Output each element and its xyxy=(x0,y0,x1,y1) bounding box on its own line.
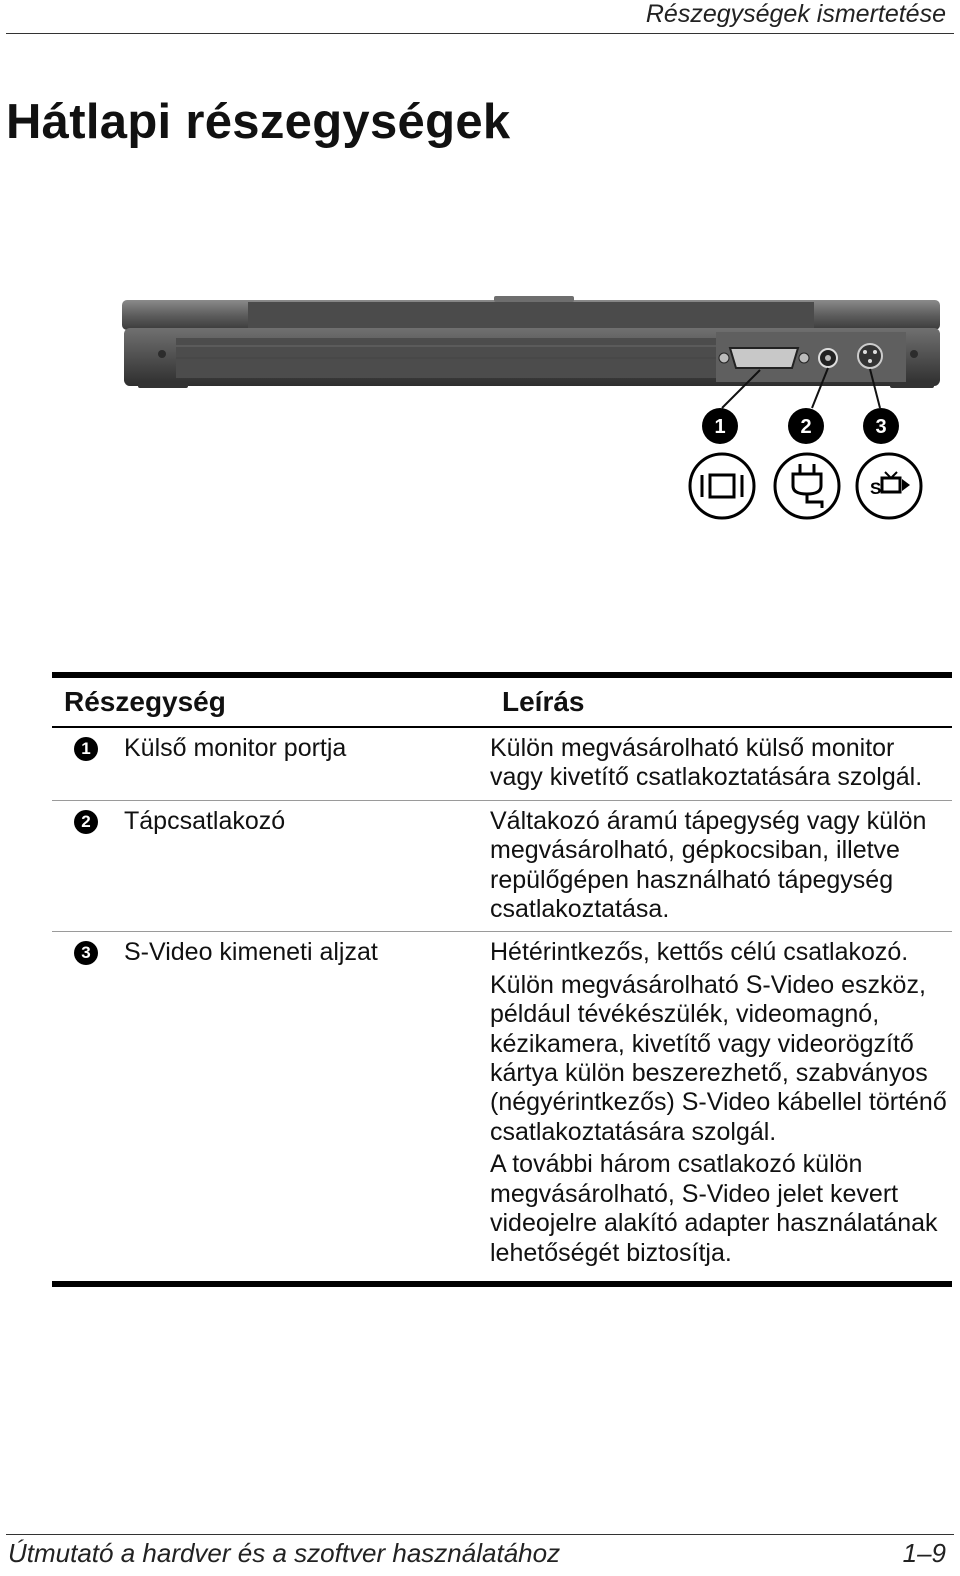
running-header: Részegységek ismertetése xyxy=(645,0,946,28)
svg-text:2: 2 xyxy=(800,416,812,438)
components-table xyxy=(52,672,952,1287)
callout-1 xyxy=(702,408,738,444)
laptop-base xyxy=(124,328,940,388)
power-port xyxy=(819,349,837,367)
page-number: 1–9 xyxy=(902,1538,946,1568)
svg-text:3: 3 xyxy=(875,416,887,438)
row-number-badge: 1 xyxy=(74,737,98,761)
header-rule xyxy=(6,33,954,34)
component-description xyxy=(490,807,952,928)
description-paragraph: A további három csatlakozó külön megvásárolható, S-Video jelet kevert videojelre alakító adapter használatának lehetőségét biztosítja. xyxy=(490,1150,938,1267)
external-monitor-icon xyxy=(690,454,754,518)
callout-3 xyxy=(863,408,899,444)
row-number-badge: 3 xyxy=(74,941,98,965)
table-row xyxy=(52,801,952,932)
svg-text:1: 1 xyxy=(714,416,726,438)
component-description xyxy=(490,734,952,796)
power-plug-icon xyxy=(775,454,839,518)
table-bottom-rule xyxy=(52,1281,952,1287)
footer-rule xyxy=(6,1534,954,1535)
column-header-description: Leírás xyxy=(502,686,585,717)
description-paragraph: Külön megvásárolható S-Video eszköz, például tévékészülék, videomagnó, kézikamera, kivetítő vagy videorögzítő kártya külön beszerezhető, szabványos (négyérintkezős) S-Video kábellel történő csatlakoztatására szolgál. xyxy=(490,970,947,1146)
laptop-rear-figure xyxy=(118,292,948,532)
s-video-port xyxy=(858,344,882,368)
component-name: Tápcsatlakozó xyxy=(124,806,286,835)
table-row xyxy=(52,932,952,1274)
footer-book-title: Útmutató a hardver és a szoftver használatához xyxy=(8,1538,561,1568)
description-paragraph: Váltakozó áramú tápegység vagy külön megvásárolható, gépkocsiban, illetve repülőgépen használható tápegység csatlakoztatása. xyxy=(490,806,927,924)
row-number-badge: 2 xyxy=(74,810,98,834)
component-description xyxy=(490,938,952,1270)
description-paragraph: Külön megvásárolható külső monitor vagy kivetítő csatlakoztatására szolgál. xyxy=(490,734,923,792)
s-video-icon xyxy=(857,454,921,518)
table-row xyxy=(52,728,952,800)
description-paragraph: Hétérintkezős, kettős célú csatlakozó. xyxy=(490,938,909,967)
laptop-lid xyxy=(122,296,940,330)
column-header-component: Részegység xyxy=(64,686,226,717)
component-name: S-Video kimeneti aljzat xyxy=(124,938,378,967)
table-header-row xyxy=(52,678,952,726)
page-title: Hátlapi részegységek xyxy=(6,95,511,149)
svg-text:S: S xyxy=(870,479,882,498)
callout-2 xyxy=(788,408,824,444)
component-name: Külső monitor portja xyxy=(124,734,347,762)
